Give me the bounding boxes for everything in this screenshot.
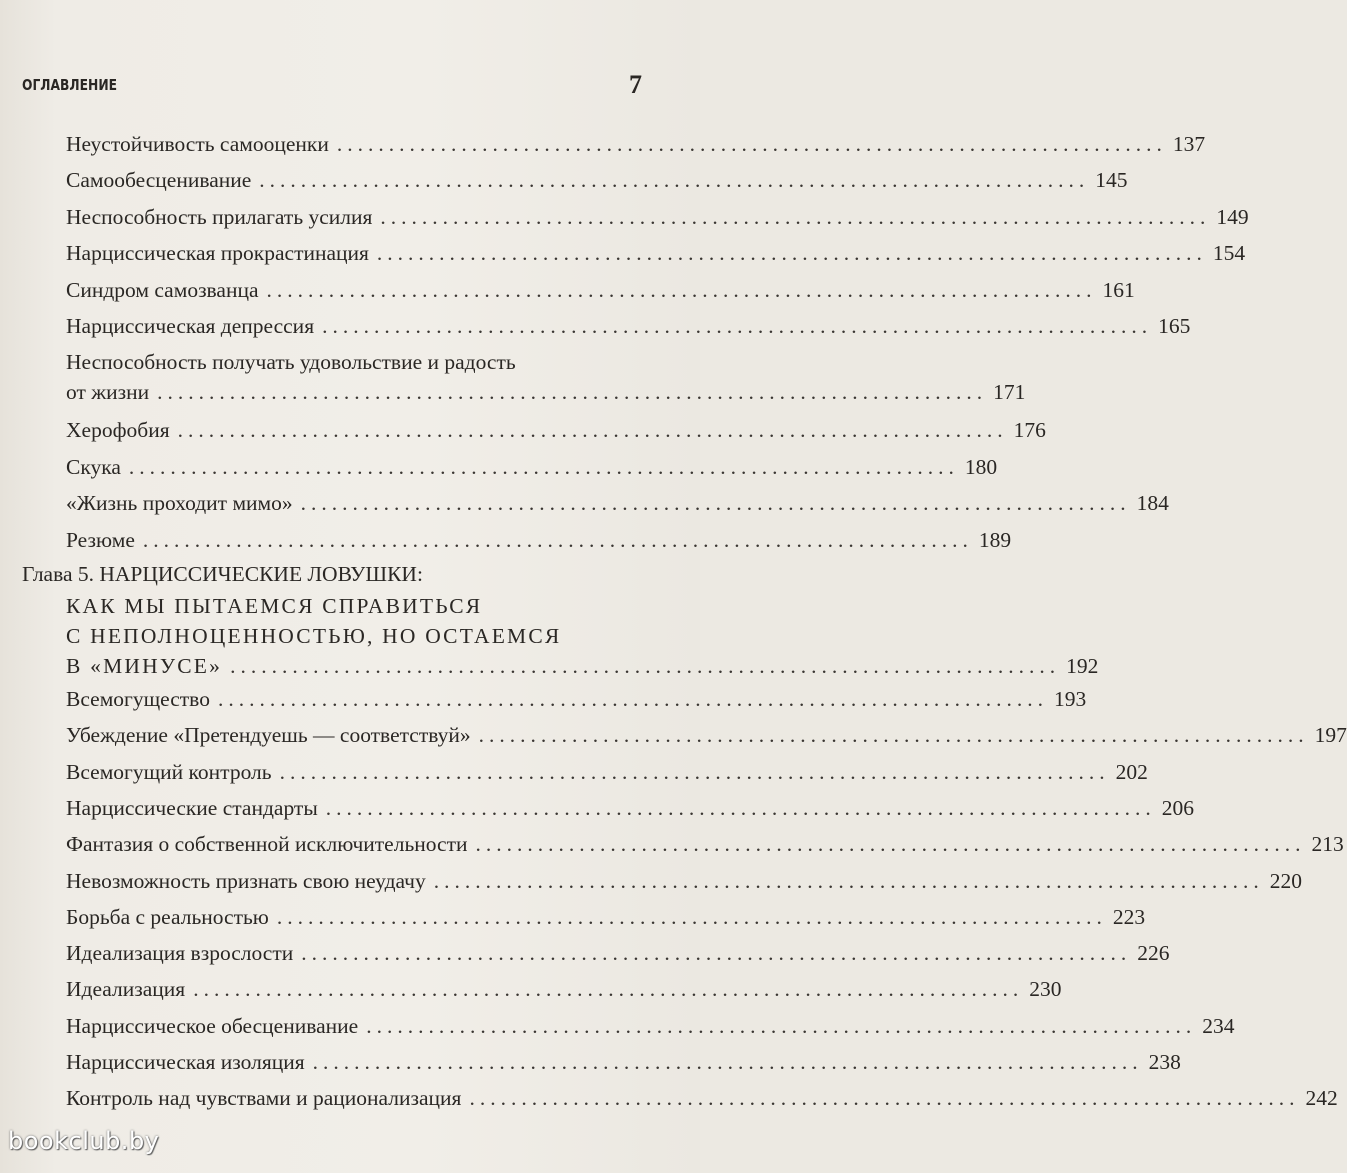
toc-entry: [66, 829, 1344, 859]
dot-leader: ................................................................................: [325, 795, 1156, 820]
running-head: ОГЛАВЛЕНИЕ: [22, 76, 118, 94]
toc-entry-title: Нарциссическая изоляция: [66, 1050, 305, 1074]
toc-entry: [66, 377, 1026, 407]
toc-entry-page: 202: [1115, 759, 1148, 784]
toc-entry-title: Неспособность прилагать усилия: [66, 204, 373, 229]
toc-entry: [66, 1011, 1235, 1041]
toc-entry-page: 197: [1314, 723, 1347, 748]
toc-entry-title: Фантазия о собственной исключительности: [66, 832, 468, 857]
toc-entry-title-line2: от жизни: [66, 380, 150, 404]
dot-leader: ................................................................................: [142, 527, 973, 552]
toc-entry: [66, 866, 1302, 896]
chapter-heading-line3: С НЕПОЛНОЦЕННОСТЬЮ, НО ОСТАЕМСЯ: [66, 624, 562, 648]
toc-entry: [66, 525, 1012, 555]
page-number: 7: [629, 70, 642, 99]
toc-entry-page: 226: [1137, 941, 1170, 966]
dot-leader: ................................................................................: [128, 454, 959, 479]
toc-entry: [66, 129, 1206, 159]
toc-entry: [66, 275, 1135, 305]
dot-leader: ................................................................................: [276, 904, 1107, 929]
dot-leader: ................................................................................: [217, 687, 1048, 711]
toc-entry-title: Нарциссические стандарты: [66, 795, 318, 820]
chapter-page: 192: [1066, 654, 1099, 678]
toc-entry-page: 184: [1136, 491, 1169, 515]
toc-entry-page: 234: [1202, 1013, 1235, 1038]
chapter-heading-line2: КАК МЫ ПЫТАЕМСЯ СПРАВИТЬСЯ: [66, 594, 483, 618]
dot-leader: ................................................................................: [380, 204, 1211, 229]
toc-entry-title: Нарциссическая депрессия: [66, 314, 315, 338]
toc-entry: [66, 757, 1148, 787]
toc-entry-page: 176: [1013, 418, 1046, 442]
dot-leader: ................................................................................: [433, 868, 1264, 893]
toc-entry-title: Невозможность признать свою неудачу: [66, 868, 426, 893]
toc-entry: [66, 488, 1169, 518]
toc-entry-title: Херофобия: [66, 418, 170, 442]
toc-entry-title: Скука: [66, 454, 121, 479]
toc-entry-page: 145: [1095, 168, 1128, 193]
toc-entry-page: 180: [964, 454, 998, 479]
toc-entry: [66, 1083, 1338, 1113]
dot-leader: ................................................................................: [322, 314, 1153, 338]
dot-leader: ................................................................................: [475, 832, 1306, 857]
toc-entry-page: 137: [1172, 132, 1206, 156]
toc-entry-title: Убеждение «Претендуешь — соответствуй»: [66, 723, 471, 748]
dot-leader: ................................................................................: [259, 168, 1090, 193]
toc-entry-page: 165: [1158, 314, 1191, 338]
dot-leader: ................................................................................: [376, 241, 1207, 266]
dot-leader: ................................................................................: [300, 491, 1131, 515]
toc-entry: [66, 938, 1170, 968]
toc-entry-title: Всемогущий контроль: [66, 759, 272, 784]
toc-entry-page: 223: [1112, 904, 1146, 929]
dot-leader: ................................................................................: [266, 277, 1097, 302]
toc-entry-title: Синдром самозванца: [66, 277, 259, 302]
toc-entry-title: «Жизнь проходит мимо»: [66, 491, 293, 515]
toc-entry: [66, 311, 1191, 341]
toc-entry-page: 171: [993, 380, 1026, 404]
toc-entry-title: Идеализация: [66, 977, 186, 1002]
toc-entry: [66, 1047, 1181, 1077]
dot-leader: ................................................................................: [230, 654, 1061, 678]
toc-entry-title: Самообесценивание: [66, 168, 252, 193]
chapter-heading-line1: Глава 5. НАРЦИССИЧЕСКИЕ ЛОВУШКИ:: [22, 562, 423, 586]
dot-leader: ................................................................................: [469, 1086, 1300, 1111]
toc-entry-page: 230: [1029, 977, 1062, 1002]
toc-entry-page: 149: [1216, 204, 1249, 229]
toc-entry-title: Борьба с реальностью: [66, 904, 269, 929]
dot-leader: ................................................................................: [366, 1013, 1197, 1038]
toc-entry-page: 213: [1311, 832, 1344, 857]
dot-leader: ................................................................................: [157, 380, 988, 404]
dot-leader: ................................................................................: [279, 759, 1110, 784]
toc-entry: [66, 238, 1246, 268]
toc-entry: [66, 684, 1087, 714]
toc-entry: [66, 720, 1347, 750]
toc-entry: [66, 793, 1195, 823]
toc-entry-page: 161: [1102, 277, 1135, 302]
dot-leader: ................................................................................: [177, 418, 1008, 442]
toc-entry: [66, 974, 1062, 1004]
toc-entry-page: 189: [978, 527, 1012, 552]
toc-entry-title: Нарциссическая прокрастинация: [66, 241, 369, 266]
toc-entry-page: 220: [1269, 868, 1302, 893]
toc-entry-page: 206: [1161, 795, 1195, 820]
chapter-heading-line4: В «МИНУСЕ»: [66, 654, 223, 678]
dot-leader: ................................................................................: [478, 723, 1309, 748]
toc-entry: [66, 452, 998, 482]
dot-leader: ................................................................................: [312, 1050, 1143, 1074]
dot-leader: ................................................................................: [336, 132, 1167, 156]
toc-entry: [66, 202, 1249, 232]
watermark: bookclub.by: [8, 1127, 160, 1155]
toc-entry-page: 242: [1305, 1086, 1338, 1111]
chapter-heading-last-line: [66, 651, 1099, 681]
toc-entry: [66, 902, 1146, 932]
toc-entry-title: Нарциссическое обесценивание: [66, 1013, 359, 1038]
dot-leader: ................................................................................: [301, 941, 1132, 966]
toc-entry-title: Идеализация взрослости: [66, 941, 294, 966]
toc-entry-title: Контроль над чувствами и рационализация: [66, 1086, 462, 1111]
toc-entry-page: 154: [1212, 241, 1246, 266]
toc-entry: [66, 415, 1046, 445]
toc-entry-title: Резюме: [66, 527, 135, 552]
toc-entry: [66, 165, 1128, 195]
toc-entry-page: 193: [1053, 687, 1087, 711]
dot-leader: ................................................................................: [193, 977, 1024, 1002]
toc-entry-title: Всемогущество: [66, 687, 210, 711]
toc-entry-title-line1: Неспособность получать удовольствие и радость: [66, 350, 516, 374]
toc-entry-page: 238: [1148, 1050, 1181, 1074]
toc-entry-title: Неустойчивость самооценки: [66, 132, 329, 156]
